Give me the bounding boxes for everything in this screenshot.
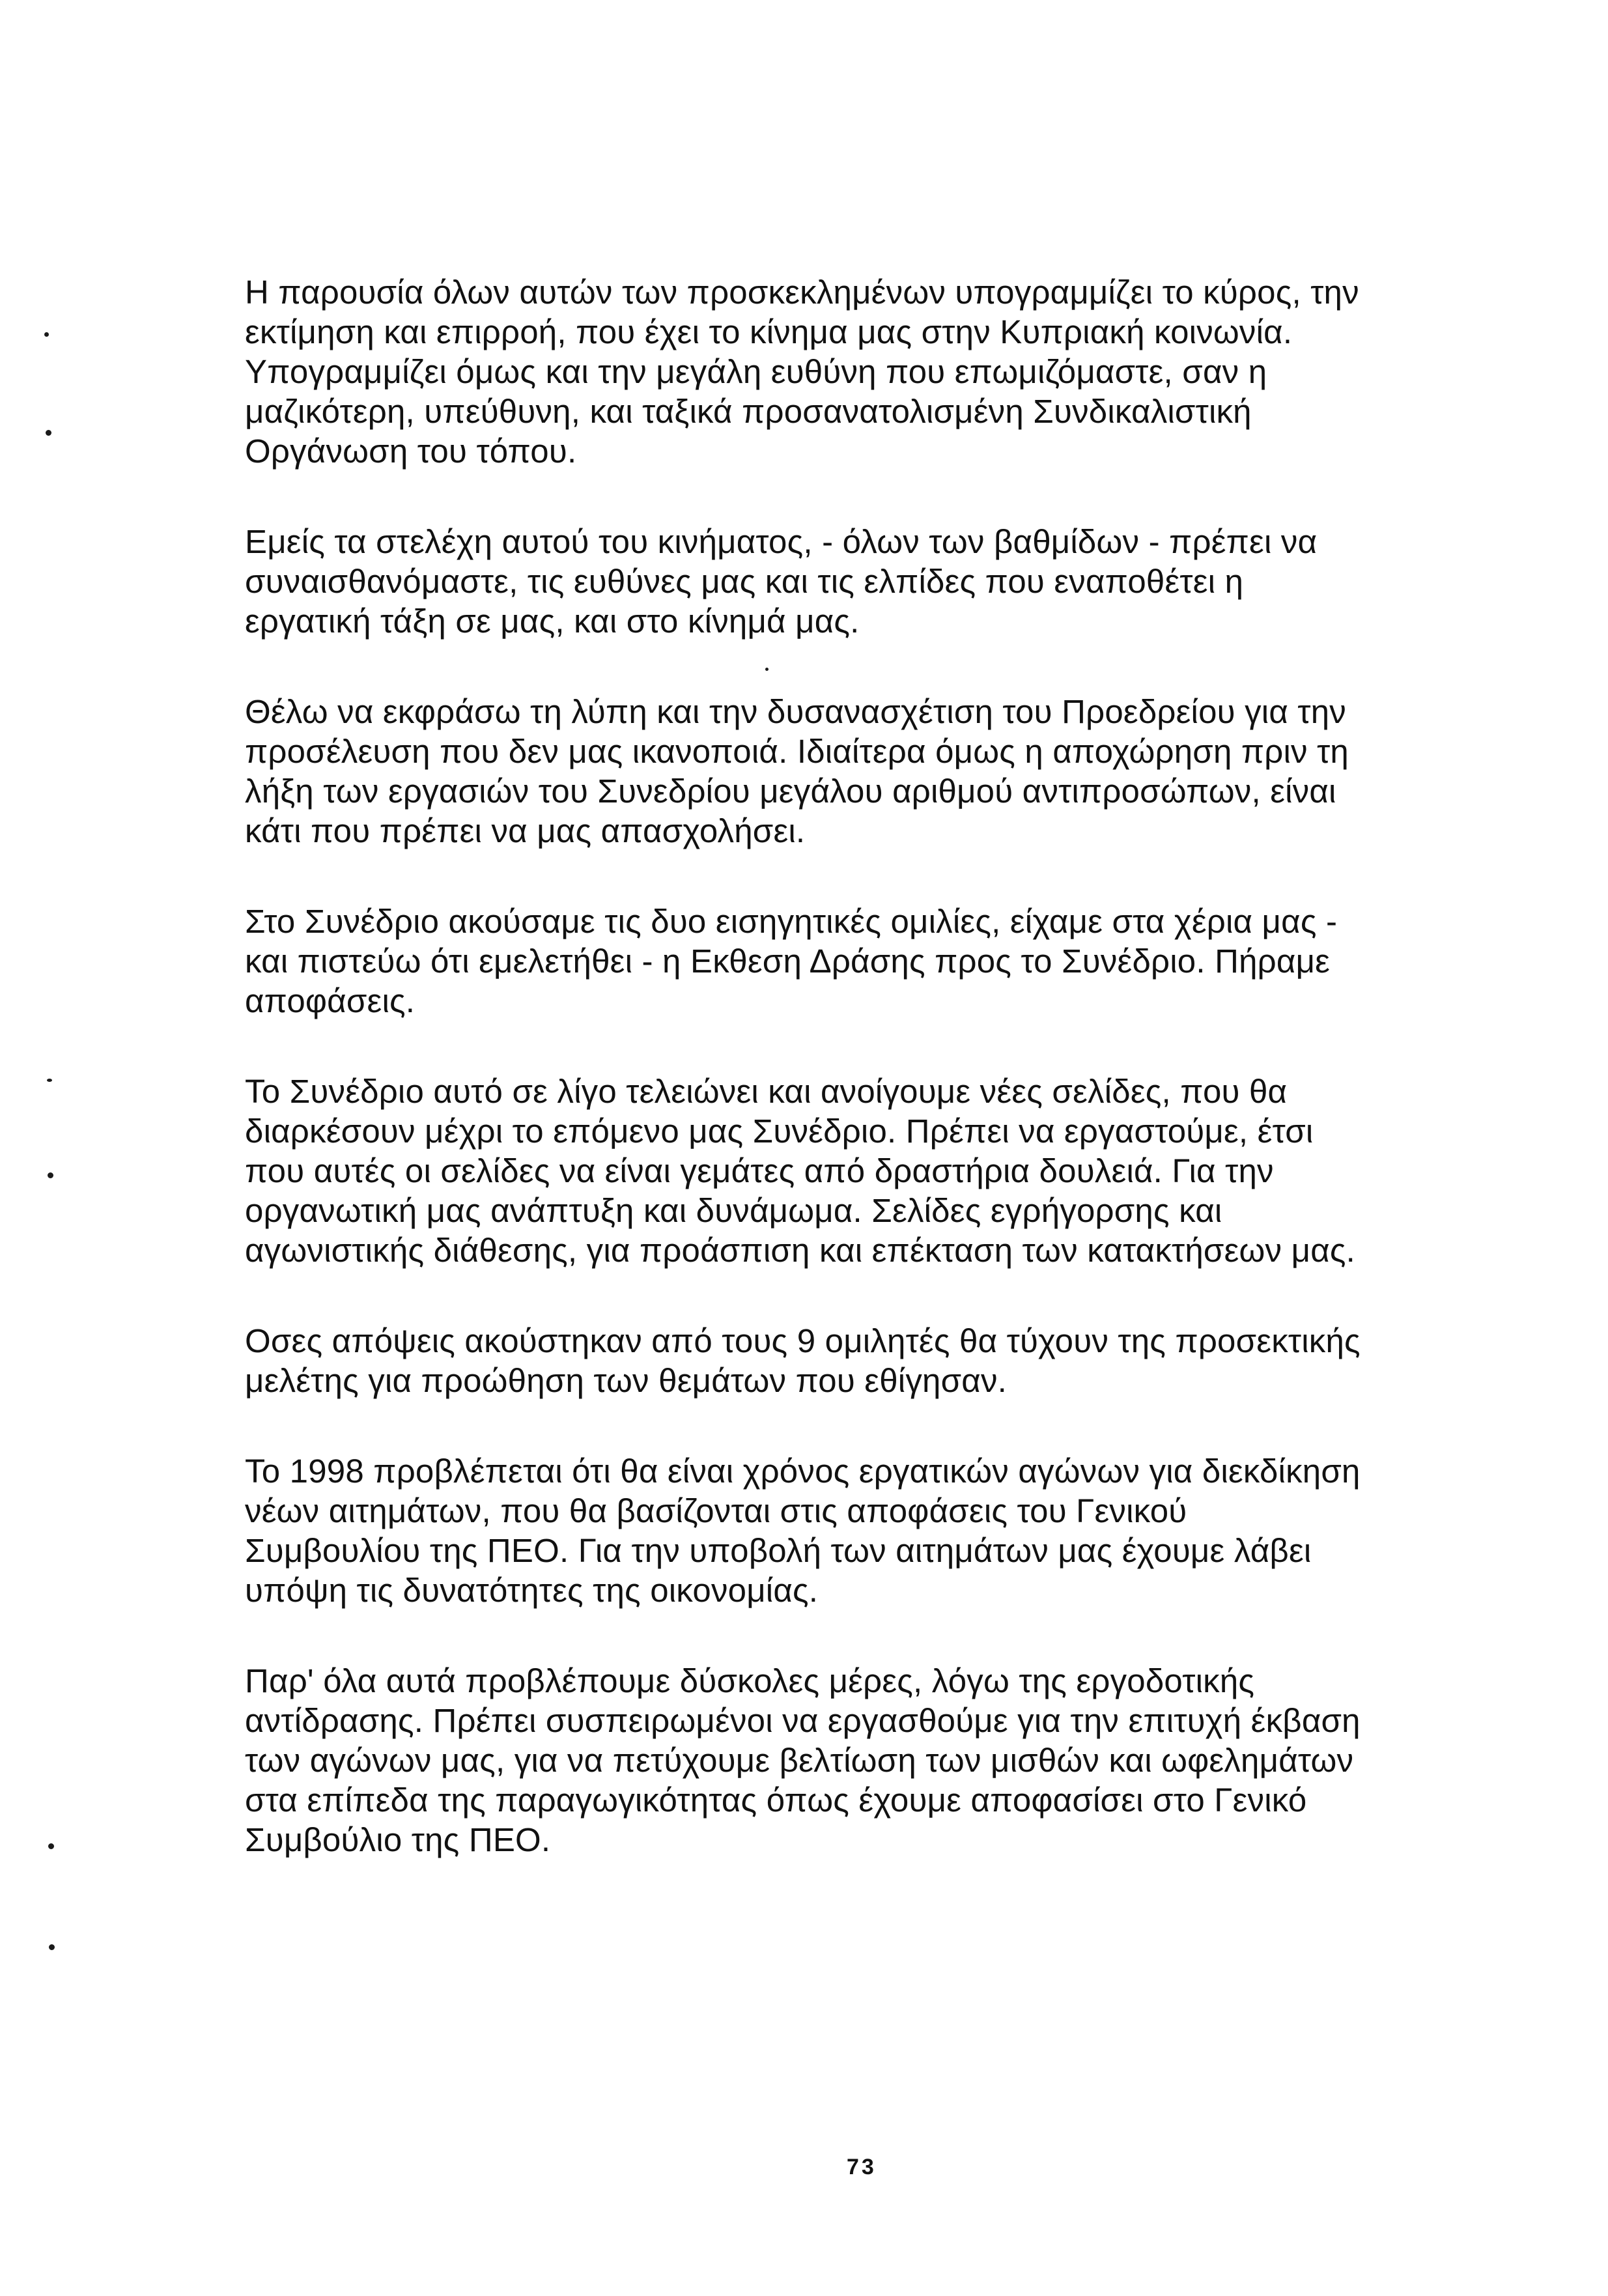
paragraph <box>245 272 1456 471</box>
text-line: συναισθανόμαστε, τις ευθύνες μας και τις ελπίδες που εναποθέτει η <box>245 563 1244 600</box>
document-body <box>245 272 1456 1910</box>
text-line: λήξη των εργασιών του Συνεδρίου μεγάλου αριθμού αντιπροσώπων, είναι <box>245 772 1336 810</box>
text-line: κάτι που πρέπει να μας απασχολήσει. <box>245 812 806 849</box>
paragraph <box>245 901 1456 1021</box>
text-line: διαρκέσουν μέχρι το επόμενο μας Συνέδριο. Πρέπει να εργαστούμε, έτσι <box>245 1113 1314 1150</box>
text-line: εργατική τάξη σε μας, και στο κίνημά μας. <box>245 602 860 640</box>
text-line: εκτίμηση και επιρροή, που έχει το κίνημα μας στην Κυπριακή κοινωνία. <box>245 313 1293 350</box>
page-number: 73 <box>847 2155 877 2179</box>
text-line: Θέλω να εκφράσω τη λύπη και την δυσανασχέτιση του Προεδρείου για την <box>245 693 1346 730</box>
scan-speck <box>48 1843 54 1849</box>
text-line: αγωνιστικής διάθεσης, για προάσπιση και επέκταση των κατακτήσεων μας. <box>245 1232 1356 1269</box>
text-line: νέων αιτημάτων, που θα βασίζονται στις αποφάσεις του Γενικού <box>245 1492 1187 1529</box>
text-line: προσέλευση που δεν μας ικανοποιά. Ιδιαίτερα όμως η αποχώρηση πριν τη <box>245 733 1349 770</box>
scan-speck <box>44 332 49 337</box>
text-line: μαζικότερη, υπεύθυνη, και ταξικά προσανατολισμένη Συνδικαλιστική <box>245 393 1252 430</box>
text-line: αποφάσεις. <box>245 982 416 1019</box>
text-line: στα επίπεδα της παραγωγικότητας όπως έχουμε αποφασίσει στο Γενικό <box>245 1781 1307 1819</box>
scan-speck <box>49 1944 55 1950</box>
text-line: Υπογραμμίζει όμως και την μεγάλη ευθύνη που επωμιζόμαστε, σαν η <box>245 353 1267 390</box>
paragraph <box>245 1321 1456 1400</box>
text-line: Η παρουσία όλων αυτών των προσκεκλημένων υπογραμμίζει το κύρος, την <box>245 274 1359 311</box>
scan-speck <box>47 1079 52 1082</box>
text-line: αντίδρασης. Πρέπει συσπειρωμένοι να εργασθούμε για την επιτυχή έκβαση <box>245 1702 1361 1739</box>
paragraph <box>245 1451 1456 1610</box>
text-line: Οσες απόψεις ακούστηκαν από τους 9 ομιλητές θα τύχουν της προσεκτικής <box>245 1322 1361 1359</box>
text-line: Συμβουλίου της ΠΕΟ. Για την υποβολή των αιτημάτων μας έχουμε λάβει <box>245 1532 1312 1569</box>
paragraph <box>245 1071 1456 1270</box>
paragraph <box>245 692 1456 851</box>
text-line: υπόψη τις δυνατότητες της οικονομίας. <box>245 1572 819 1609</box>
text-line: Εμείς τα στελέχη αυτού του κινήματος, - όλων των βαθμίδων - πρέπει να <box>245 523 1318 560</box>
paragraph <box>245 522 1456 641</box>
scan-speck <box>46 430 51 436</box>
scan-speck <box>48 1172 53 1178</box>
text-line: μελέτης για προώθηση των θεμάτων που εθίγησαν. <box>245 1362 1008 1399</box>
text-line: Οργάνωση του τόπου. <box>245 432 577 470</box>
paragraph <box>245 1661 1456 1860</box>
text-line: Το 1998 προβλέπεται ότι θα είναι χρόνος εργατικών αγώνων για διεκδίκηση <box>245 1453 1361 1490</box>
text-line: Παρ' όλα αυτά προβλέπουμε δύσκολες μέρες, λόγω της εργοδοτικής <box>245 1662 1255 1699</box>
text-line: οργανωτική μας ανάπτυξη και δυνάμωμα. Σελίδες εγρήγορσης και <box>245 1192 1222 1229</box>
text-line: Συμβούλιο της ΠΕΟ. <box>245 1821 551 1858</box>
text-line: Στο Συνέδριο ακούσαμε τις δυο εισηγητικές ομιλίες, είχαμε στα χέρια μας - <box>245 903 1338 940</box>
text-line: των αγώνων μας, για να πετύχουμε βελτίωση των μισθών και ωφελημάτων <box>245 1742 1354 1779</box>
text-line: και πιστεύω ότι εμελετήθει - η Εκθεση Δράσης προς το Συνέδριο. Πήραμε <box>245 942 1331 980</box>
text-line: Το Συνέδριο αυτό σε λίγο τελειώνει και ανοίγουμε νέες σελίδες, που θα <box>245 1073 1288 1110</box>
text-line: που αυτές οι σελίδες να είναι γεμάτες από δραστήρια δουλειά. Για την <box>245 1152 1274 1189</box>
